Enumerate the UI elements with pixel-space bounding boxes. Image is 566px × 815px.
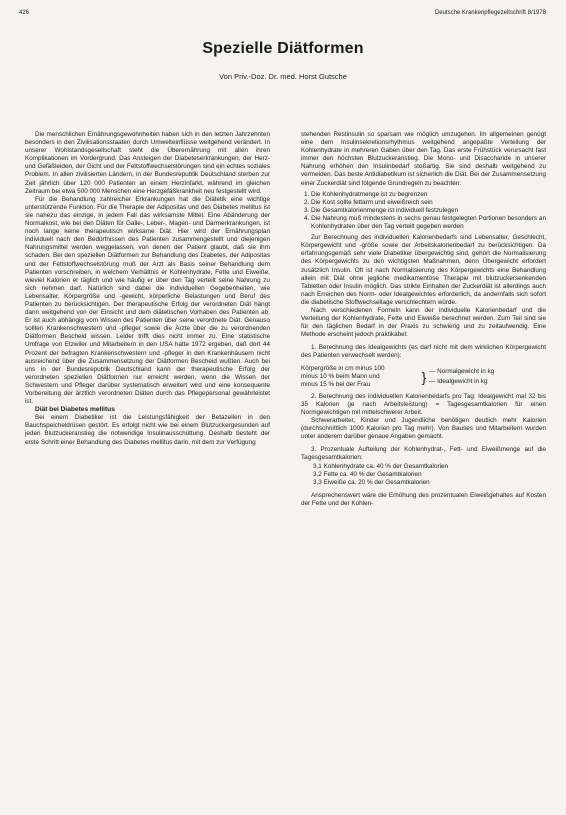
formula-result: — Normalgewicht in kg	[429, 367, 495, 375]
formula-result: — Idealgewicht in kg	[429, 377, 488, 385]
rules-list	[301, 191, 546, 231]
list-item: 3,2 Fette ca. 40 % der Gesamtkalorien	[313, 470, 422, 478]
formula-line: minus 10 % beim Mann und	[301, 372, 380, 380]
article-author: Von Priv.-Doz. Dr. med. Horst Gutsche	[219, 72, 347, 81]
page-number: 426	[19, 10, 30, 16]
list-item: 1. Die Kohlenhydratmenge ist zu begrenzen	[304, 190, 428, 198]
list-item: 3. Die Gesamtkalorienmenge ist individuell festzulegen	[304, 206, 459, 214]
formula-line: Körpergröße in cm minus 100	[301, 364, 385, 372]
journal-header: Deutsche Krankenpflegezeitschrift 8/1978	[434, 10, 546, 16]
section-heading: Diät bei Diabetes mellitus	[35, 406, 115, 414]
paragraph: Die menschlichen Ernährungsgewohnheiten haben sich in den letzten Jahrzehnten besonders in den Zivilisationsstaaten durch Umwelteinflüsse weitgehend verändert. In unserer Wohlstandsgesellschaft steht die Überernährung mit allen ihren Komplikationen im Vordergrund. Das Ansteigen der Diabeteserkrankungen, der Herz- und Gefäßleiden, der Gicht und der Fettstoffwechselstörungen sind ein echtes soziales Problem. In allen zivilisierten Ländern, in der Bundesrepublik Deutschland sterben zur Zeit jährlich über 120 000 Patienten an einem Herzinfarkt, während im gleichen Zeitraum bei etwa 500 000 Menschen eine Herzgefäßkrankheit neu festgestellt wird.	[25, 131, 270, 195]
left-column	[25, 131, 270, 447]
paragraph: Schwerarbeiter, Kinder und Jugendliche benötigen deutlich mehr Kalorien (durchschnittlich 1000 Kalorien pro Tag mehr). Von Bauses und Mitarbeitern wurden unter anderem darüber genaue Angaben gemacht.	[301, 417, 546, 441]
list-item: 3,3 Eiweiße ca. 20 % der Gesamtkalorien	[313, 478, 430, 486]
shares-list	[301, 463, 546, 487]
list-item: 2. Die Kost sollte fettarm und eiweißreich sein	[304, 198, 433, 206]
step-2: 2. Berechnung des individuellen Kalorienbedarfs pro Tag: Idealgewicht mal 32 bis 35 Kalorien (je nach Arbeitsleistung) = Tagesgesamtkalorien für einen Normgewichtigen mit mittelschwerer Arbeit.	[301, 392, 546, 416]
ideal-weight-formula	[301, 365, 546, 389]
paragraph: Nach verschiedenen Formeln kann der individuelle Kalorienbedarf und die Verteilung der Kohlenhydrate, Fette und Eiweiße berechnet werden. Zum Teil sind sie für den täglichen Bedarf in der Praxis zu schwierig und zu zeitaufwendig. Eine Methode erscheint jedoch praktikabel:	[301, 306, 546, 339]
paragraph: stehenden Restinsulin so sparsam wie möglich umzugehen. Im allgemeinen genügt eine dem Insulinsekretionsrhythmus weitgehend angepaßte Verteilung der Kohlenhydrate in mehreren Gaben über den Tag. Das erste Frühstück verursacht fast immer den höchsten Blutzuckeranstieg. Die Mono- und Disaccharide in unserer Nahrung erhöhen den Insulinbedarf stoßartig. Sie sind deshalb weitgehend zu vermeiden. Das beste Antidiabetikum ist sicherlich die Diät. Bei der Zusammensetzung einer Zuckerdiät sind folgende Grundregeln zu beachten:	[301, 131, 546, 187]
brace-icon: }	[421, 368, 427, 385]
paragraph: Zur Berechnung des individuellen Kalorienbedarfs sind Lebensalter, Geschlecht, Körpergewicht und -größe sowie der Arbeitskalorienbedarf zu berücksichtigen. Da erfahrungsgemäß sehr viele Diabetiker übergewichtig sind, gehört die Normalisierung des Körpergewichts zu den wichtigsten Maßnahmen, denn Übergewicht erfordert zusätzlich Insulin. Oft ist nach Normalisierung des Körpergewichts eine Behandlung allein mit Diät ohne jegliche medikamentöse Therapie mit blutzuckersenkenden Tabletten oder Insulin möglich. Das strikte Einhalten der Zuckerdiät ist allerdings auch nach Erreichen des Norm- oder Idealgewichtes erforderlich, da andernfalls sich sofort die diabetische Stoffwechsellage verschlechtern würde.	[301, 234, 546, 306]
article-title: Spezielle Diätformen	[202, 40, 364, 57]
right-column	[301, 131, 546, 508]
step-3: 3. Prozentuale Aufteilung der Kohlenhydrat-, Fett- und Eiweißmenge auf die Tagesgesamtkalorien:	[301, 446, 546, 462]
step-1: 1. Berechnung des Idealgewichts (es darf nicht mit dem wirklichen Körpergewicht des Patienten verwechselt werden):	[301, 344, 546, 360]
paragraph: Ansprechenswert wäre die Erhöhung des prozentualen Eiweißgehaltes auf Kosten der Fette und der Kohlen-	[301, 491, 546, 507]
list-item: 4. Die Nahrung muß mindestens in sechs genau festgelegten Portionen besonders an Kohlenhydraten über den Tag verteilt gegeben werden	[304, 214, 546, 231]
paragraph: Bei einem Diabetiker ist die Leistungsfähigkeit der Betazellen in den Bauchspeicheldrüsen gestört. Es erfolgt nicht wie bei einem Blutzuckergesunden auf jeden Blutzuckeranstieg die notwendige Insulinausschüttung. Deshalb besteht der erste Schritt einer Behandlung des Diabetes mellitus darin, mit dem zur Verfügung	[25, 414, 270, 446]
paragraph: Für die Behandlung zahlreicher Erkrankungen hat die Diätetik eine wichtige unterstützende Funktion. Für die Therapie der Adipositas und des Diabetes mellitus ist sie nahezu das einzige, in jedem Fall das wirksamste Mittel. Eine Abänderung der Normalkost, wie bei den Diäten für Galle-, Leber-, Magen- und Darmerkrankungen, ist noch lange keine therapeutisch wirksame Diät. Hier wird der Ernährungsplan individuell nach den Bedürfnissen des Patienten zusammengestellt und diejenigen Nahrungsmittel werden weggelassen, von denen der Patient glaubt, daß sie ihm schaden. Bei den speziellen Diätformen zur Behandlung des Diabetes, der Adipositas und der Fettstoffwechselstörung muß der Arzt als Basis seiner Behandlung dem Patienten vorschreiben, in welchem Verhältnis er Kohlenhydrate, Fette und Eiweiße, wieviel Kalorien er täglich und wie häufig er über den Tag verteilt seine Nahrung zu sich nehmen darf. Natürlich sind dabei die individuellen Gegebenheiten, wie Lebensalter, Körpergröße und -gewicht, körperliche Belastungen und Beruf des Patienten zu berücksichtigen. Der therapeutische Erfolg der verordneten Diät hängt dann weitgehend von der Einsicht und dem diätetischen Vorhaben des Patienten ab. Er ist auch abhängig vom Wissen des Patienten über seine verordnete Diät. Genauso sollten Krankenschwestern und -pfleger sowie die Ärzte über die zu verordnenden Diätformen Bescheid wissen. Leider trifft dies nicht immer zu. Eine statistische Umfrage von Etzwiler und Mitarbeitern in den USA hatte 1972 ergeben, daß dort 44 Prozent der befragten Krankenschwestern und -pfleger in den Krankenhäusern nicht ausreichend über die Zusammensetzung der Diätformen Bescheid wußten. Auch bei uns in der Bundesrepublik Deutschland kann der therapeutische Erfolg der verordneten speziellen Diätformen nur erreicht werden, wenn die Wissen der Schwestern und Pfleger darüber systematisch erweitert wird und eine konsequente Vorbereitung der ärztlich verordneten Diäten durch das Pflegepersonal gewährleistet ist.	[25, 195, 270, 406]
formula-line: minus 15 % bei der Frau	[301, 380, 371, 388]
list-item: 3,1 Kohlenhydrate ca. 40 % der Gesamtkalorien	[313, 462, 449, 470]
